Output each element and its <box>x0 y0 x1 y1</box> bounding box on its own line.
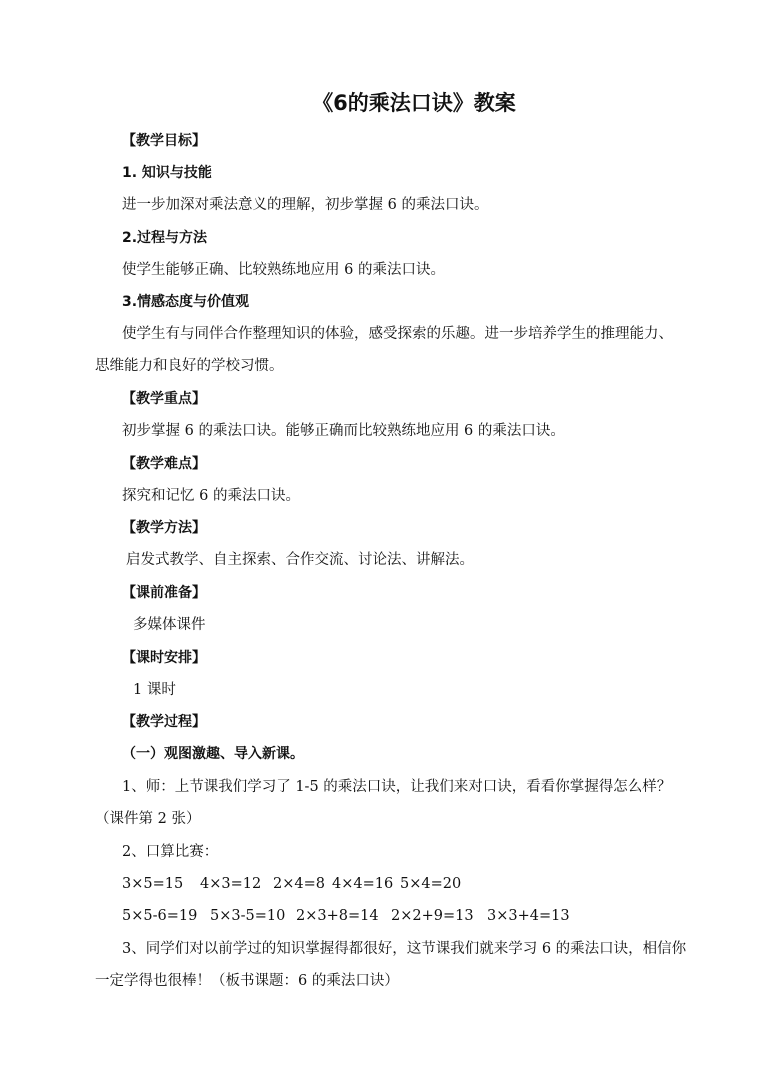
process-method-text: 使学生能够正确、比较熟练地应用 6 的乘法口诀。 <box>122 262 445 278</box>
equation: 3×5=15 <box>122 876 184 892</box>
equation: 5×3-5=10 <box>210 908 286 924</box>
key-points-text: 初步掌握 6 的乘法口诀。能够正确而比较熟练地应用 6 的乘法口诀。 <box>122 423 565 439</box>
equation: 4×3=12 <box>200 876 262 892</box>
step3-line2: 一定学得也很棒！（板书课题：6 的乘法口诀） <box>95 973 399 989</box>
emotion-heading: 3.情感态度与价值观 <box>122 294 250 310</box>
key-points-heading: 【教学重点】 <box>122 391 206 407</box>
emotion-text-line2: 思维能力和良好的学校习惯。 <box>95 358 284 374</box>
equation: 2×3+8=14 <box>296 908 379 924</box>
page-title: 《6的乘法口诀》教案 <box>312 91 516 115</box>
knowledge-heading: 1. 知识与技能 <box>122 165 212 181</box>
equation: 2×2+9=13 <box>391 908 474 924</box>
step1-line2: （课件第 2 张） <box>95 811 201 827</box>
difficulties-heading: 【教学难点】 <box>122 456 206 472</box>
step1-line1: 1、师：上节课我们学习了 1-5 的乘法口诀，让我们来对口诀，看看你掌握得怎么样？ <box>122 779 672 795</box>
step2-text: 2、口算比赛： <box>122 844 219 860</box>
schedule-text: 1 课时 <box>133 682 176 698</box>
equation: 5×4=20 <box>400 876 462 892</box>
objectives-heading: 【教学目标】 <box>122 133 206 149</box>
knowledge-text: 进一步加深对乘法意义的理解，初步掌握 6 的乘法口诀。 <box>122 197 489 213</box>
process-method-heading: 2.过程与方法 <box>122 230 208 246</box>
equation: 2×4=8 <box>273 876 325 892</box>
preparation-text: 多媒体课件 <box>133 617 206 633</box>
equation: 4×4=16 <box>332 876 394 892</box>
process-heading: 【教学过程】 <box>122 714 206 730</box>
equation: 3×3+4=13 <box>487 908 570 924</box>
equations-row-2 <box>122 906 570 926</box>
methods-text: 启发式教学、自主探索、合作交流、讨论法、讲解法。 <box>126 552 474 568</box>
part1-heading: （一）观图激趣、导入新课。 <box>122 746 304 762</box>
emotion-text-line1: 使学生有与同伴合作整理知识的体验，感受探索的乐趣。进一步培养学生的推理能力、 <box>122 326 673 342</box>
schedule-heading: 【课时安排】 <box>122 650 206 666</box>
difficulties-text: 探究和记忆 6 的乘法口诀。 <box>122 488 300 504</box>
equation: 5×5-6=19 <box>122 908 198 924</box>
preparation-heading: 【课前准备】 <box>122 585 206 601</box>
equations-row-1 <box>122 874 461 894</box>
step3-line1: 3、同学们对以前学过的知识掌握得都很好，这节课我们就来学习 6 的乘法口诀，相信你 <box>122 941 687 957</box>
methods-heading: 【教学方法】 <box>122 520 206 536</box>
